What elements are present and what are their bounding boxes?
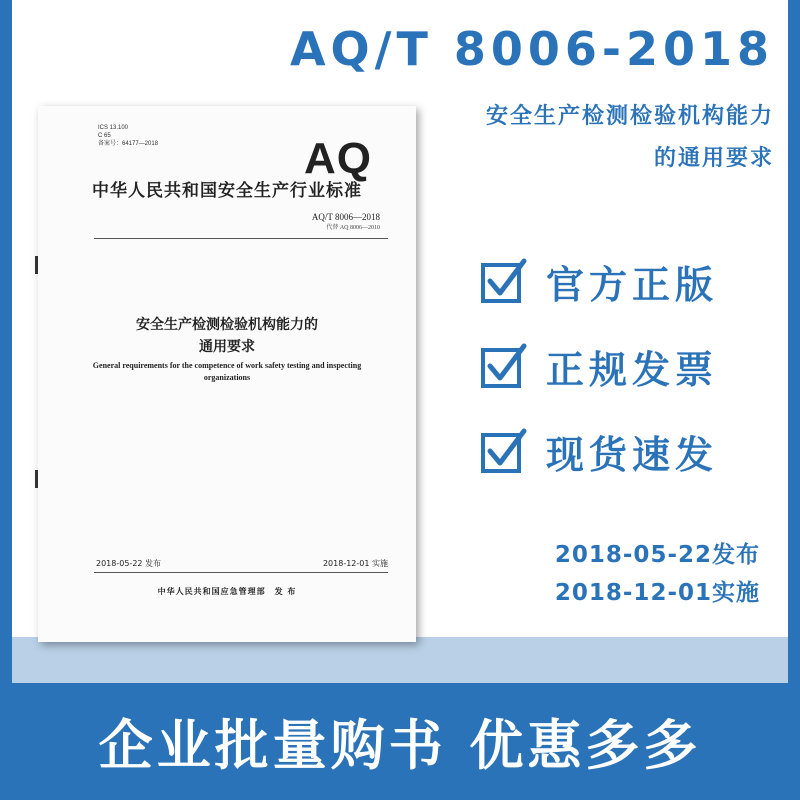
feature-label: 官方正版 [546,262,719,307]
spine-mark [35,256,38,274]
cover-meta [98,124,158,148]
promo-banner [0,683,800,800]
book-cover [38,106,416,642]
feature-list [480,254,718,509]
checkbox-checked-icon [480,342,528,390]
cover-publisher: 中华人民共和国应急管理部 发 布 [157,587,297,596]
light-band [12,637,788,683]
cover-replaces: 代替 AQ 8006—2010 [326,225,380,231]
feature-item [480,339,718,393]
cover-record-no: 备案号：64177—2018 [98,141,159,147]
spine-mark [35,470,38,488]
aq-logo: AQ [304,134,372,183]
cover-english-title: General requirements for the competence of work safety testing and inspecting organizations [92,361,362,382]
checkbox-checked-icon [480,257,528,305]
cover-title-line2: 通用要求 [199,339,255,355]
cover-ics: ICS 13.100 [98,125,129,131]
promo-banner-text: 企业批量购书 优惠多多 [98,714,702,777]
feature-item [480,254,718,308]
cover-code: AQ/T 8006—2018 [311,212,380,222]
cover-publish-date: 2018-05-22 发布 [96,559,162,568]
standard-title-line1: 安全生产检测检验机构能力 [485,104,774,129]
checkbox-checked-icon [480,427,528,475]
cover-rule-bottom [94,572,388,573]
cover-code-block [312,212,380,231]
cover-rule-top [94,238,388,239]
standard-title-line2: 的通用要求 [653,146,774,171]
publish-date: 2018-05-22发布 [554,542,760,568]
dates-block [555,536,760,612]
standard-title [486,96,774,180]
feature-label: 正规发票 [546,347,719,392]
cover-implement-date: 2018-12-01 实施 [322,559,388,568]
cover-class-code: C 65 [98,133,111,139]
implement-date: 2018-12-01实施 [554,580,760,606]
feature-label: 现货速发 [546,432,719,477]
cover-title [38,314,416,358]
standard-code: AQ/T 8006-2018 [289,22,774,76]
left-border [0,0,12,800]
cover-title-line1: 安全生产检测检验机构能力的 [136,317,318,333]
cover-national-standard: 中华人民共和国安全生产行业标准 [92,181,362,201]
feature-item [480,424,718,478]
right-border [788,0,800,800]
